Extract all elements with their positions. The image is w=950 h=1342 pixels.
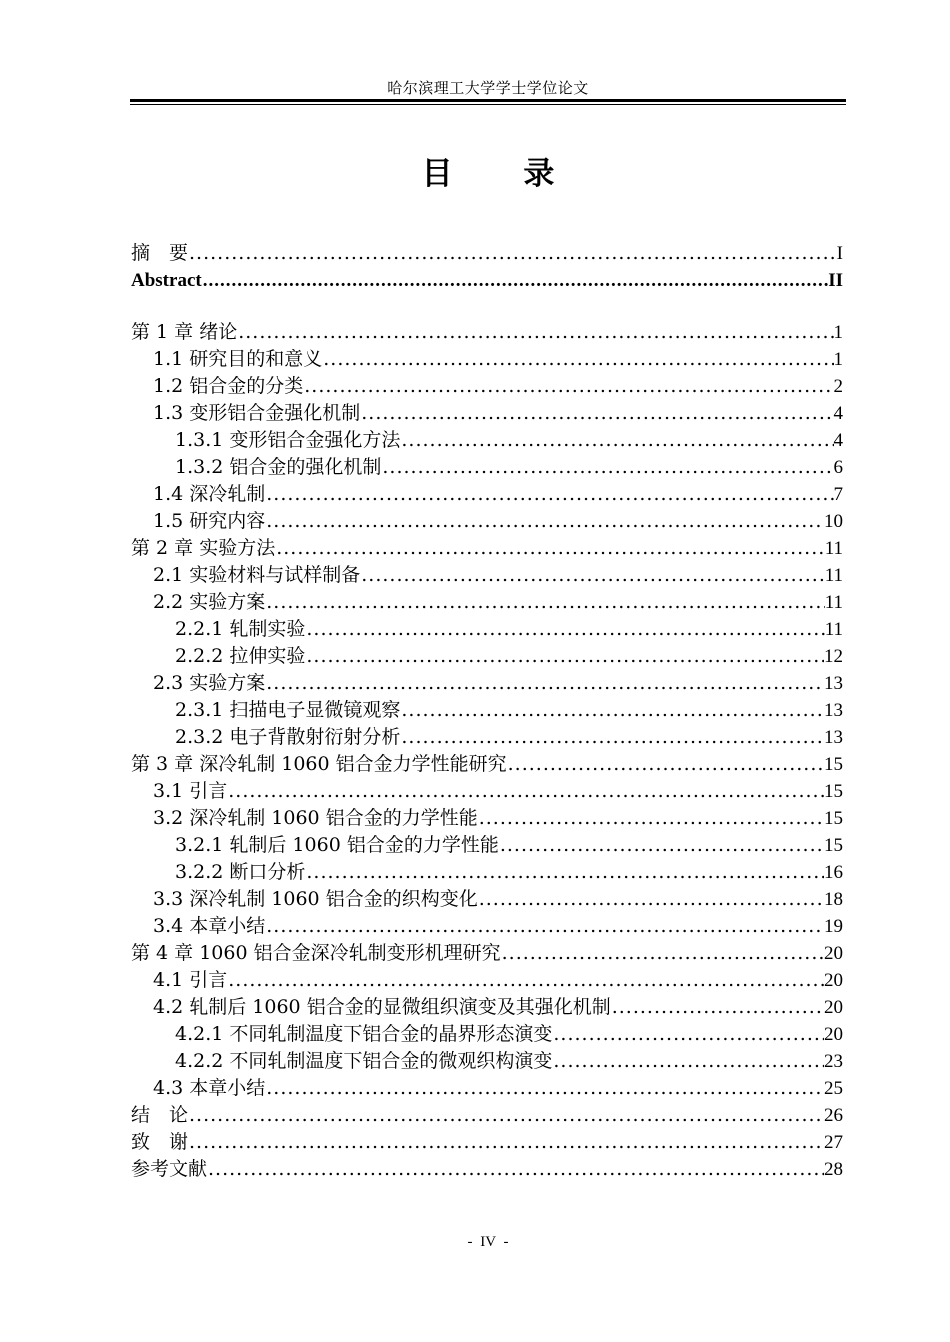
toc-entry[interactable]	[131, 967, 843, 994]
toc-entry[interactable]	[131, 481, 843, 508]
toc-entry-page: 2	[833, 376, 843, 397]
toc-leader-dots	[227, 778, 824, 805]
toc-leader-dots	[478, 805, 824, 832]
toc-entry-label: 4.3 本章小结	[153, 1077, 266, 1099]
toc-entry-page: 11	[824, 538, 843, 559]
toc-entry[interactable]	[131, 373, 843, 400]
toc-entry-label: 结 论	[131, 1104, 189, 1126]
toc-entry-label: 2.3.1 扫描电子显微镜观察	[175, 699, 401, 721]
toc-entry-page: 20	[824, 997, 843, 1018]
toc-entry[interactable]	[131, 508, 843, 535]
toc-entry-page: 11	[824, 619, 843, 640]
toc-spacer	[131, 294, 843, 319]
table-of-contents	[131, 240, 843, 1183]
toc-entry-page: 10	[824, 511, 843, 532]
toc-entry-label: 第 2 章 实验方法	[131, 537, 276, 559]
toc-leader-dots	[400, 697, 824, 724]
toc-leader-dots	[400, 724, 824, 751]
toc-entry[interactable]	[131, 1021, 843, 1048]
toc-entry-page: 20	[824, 1024, 843, 1045]
toc-entry[interactable]	[131, 400, 843, 427]
toc-entry-page: 4	[833, 430, 843, 451]
toc-entry[interactable]	[131, 240, 843, 267]
toc-entry[interactable]	[131, 643, 843, 670]
toc-entry-label: 3.3 深冷轧制 1060 铝合金的织构变化	[153, 888, 478, 910]
toc-leader-dots	[305, 859, 824, 886]
toc-entry[interactable]	[131, 1048, 843, 1075]
toc-entry[interactable]	[131, 751, 843, 778]
toc-entry[interactable]	[131, 1102, 843, 1129]
toc-entry-label: 4.2.2 不同轧制温度下铝合金的微观织构演变	[175, 1050, 553, 1072]
toc-entry-page: II	[828, 270, 843, 291]
toc-entry-label: 3.2.2 断口分析	[175, 861, 306, 883]
toc-leader-dots	[360, 400, 833, 427]
toc-entry-page: 15	[824, 808, 843, 829]
toc-entry-label: 2.2 实验方案	[153, 591, 266, 613]
toc-entry-page: 11	[824, 565, 843, 586]
toc-entry[interactable]	[131, 859, 843, 886]
toc-entry-label: 1.3.1 变形铝合金强化方法	[175, 429, 401, 451]
toc-leader-dots	[207, 1156, 824, 1183]
toc-leader-dots	[552, 1048, 824, 1075]
toc-leader-dots	[188, 1129, 824, 1156]
toc-entry-label: 4.1 引言	[153, 969, 228, 991]
toc-entry[interactable]	[131, 940, 843, 967]
toc-entry-page: 20	[824, 943, 843, 964]
toc-entry[interactable]	[131, 832, 843, 859]
toc-entry-page: 20	[824, 970, 843, 991]
toc-entry-label: 4.2.1 不同轧制温度下铝合金的晶界形态演变	[175, 1023, 553, 1045]
toc-leader-dots	[478, 886, 824, 913]
toc-entry-page: 1	[833, 349, 843, 370]
toc-entry-label: 2.2.2 拉伸实验	[175, 645, 306, 667]
toc-entry-page: 7	[833, 484, 843, 505]
toc-entry-page: 4	[833, 403, 843, 424]
toc-leader-dots	[275, 535, 824, 562]
toc-entry-page: 13	[824, 727, 843, 748]
toc-entry[interactable]	[131, 319, 843, 346]
toc-entry-page: 13	[824, 700, 843, 721]
toc-entry-page: 15	[824, 754, 843, 775]
toc-entry[interactable]	[131, 778, 843, 805]
toc-leader-dots	[611, 994, 824, 1021]
toc-entry-page: 16	[824, 862, 843, 883]
toc-leader-dots	[322, 346, 833, 373]
toc-entry-page: 27	[824, 1132, 843, 1153]
toc-entry[interactable]	[131, 562, 843, 589]
toc-entry-label: 4.2 轧制后 1060 铝合金的显微组织演变及其强化机制	[153, 996, 611, 1018]
toc-entry[interactable]	[131, 697, 843, 724]
toc-leader-dots	[400, 427, 833, 454]
toc-leader-dots	[265, 481, 833, 508]
toc-entry[interactable]	[131, 805, 843, 832]
toc-entry-page: 15	[824, 781, 843, 802]
toc-entry-page: 12	[824, 646, 843, 667]
toc-leader-dots	[265, 589, 824, 616]
toc-entry-page: 11	[824, 592, 843, 613]
toc-entry-page: 13	[824, 673, 843, 694]
toc-leader-dots	[381, 454, 833, 481]
toc-entry-page: 26	[824, 1105, 843, 1126]
toc-leader-dots	[303, 373, 833, 400]
toc-entry-label: 第 3 章 深冷轧制 1060 铝合金力学性能研究	[131, 753, 507, 775]
toc-entry-label: 2.3.2 电子背散射衍射分析	[175, 726, 401, 748]
toc-entry[interactable]	[131, 670, 843, 697]
toc-entry-label: 3.2.1 轧制后 1060 铝合金的力学性能	[175, 834, 499, 856]
header-rule-thick	[130, 99, 846, 102]
toc-entry-label: 1.4 深冷轧制	[153, 483, 266, 505]
toc-entry-label: 2.2.1 轧制实验	[175, 618, 306, 640]
toc-leader-dots	[507, 751, 824, 778]
toc-entry-page: 18	[824, 889, 843, 910]
toc-entry-page: 28	[824, 1159, 843, 1180]
toc-entry-page: 6	[833, 457, 843, 478]
toc-entry-label: 3.1 引言	[153, 780, 228, 802]
page-title: 目 录	[421, 156, 585, 192]
toc-entry[interactable]	[131, 346, 843, 373]
toc-entry-label: Abstract	[131, 270, 202, 291]
toc-leader-dots	[360, 562, 824, 589]
toc-entry-label: 参考文献	[131, 1158, 208, 1180]
toc-entry[interactable]	[131, 589, 843, 616]
toc-entry-label: 1.3 变形铝合金强化机制	[153, 402, 361, 424]
toc-entry-label: 2.1 实验材料与试样制备	[153, 564, 361, 586]
toc-entry[interactable]	[131, 535, 843, 562]
toc-entry-label: 1.1 研究目的和意义	[153, 348, 323, 370]
page-number: - IV -	[467, 1234, 509, 1250]
toc-entry-page: 19	[824, 916, 843, 937]
toc-entry-label: 1.2 铝合金的分类	[153, 375, 304, 397]
toc-leader-dots	[305, 643, 824, 670]
toc-entry[interactable]	[131, 427, 843, 454]
toc-entry-label: 致 谢	[131, 1131, 189, 1153]
toc-leader-dots	[265, 508, 824, 535]
toc-entry-label: 1.3.2 铝合金的强化机制	[175, 456, 382, 478]
running-header: 哈尔滨理工大学学士学位论文	[387, 79, 589, 97]
toc-leader-dots	[552, 1021, 824, 1048]
toc-entry[interactable]	[131, 913, 843, 940]
toc-leader-dots	[265, 913, 824, 940]
toc-leader-dots	[499, 832, 824, 859]
toc-leader-dots	[501, 940, 824, 967]
toc-entry[interactable]	[131, 994, 843, 1021]
toc-leader-dots	[188, 240, 837, 267]
toc-entry[interactable]	[131, 454, 843, 481]
toc-entry[interactable]	[131, 1156, 843, 1183]
toc-entry[interactable]	[131, 1075, 843, 1102]
toc-leader-dots	[265, 670, 824, 697]
toc-leader-dots	[188, 1102, 824, 1129]
toc-entry-page: 1	[833, 322, 843, 343]
toc-entry-page: 25	[824, 1078, 843, 1099]
toc-entry[interactable]	[131, 1129, 843, 1156]
toc-entry[interactable]	[131, 724, 843, 751]
toc-leader-dots	[227, 967, 824, 994]
toc-entry-label: 2.3 实验方案	[153, 672, 266, 694]
toc-leader-dots	[237, 319, 833, 346]
toc-entry-label: 3.2 深冷轧制 1060 铝合金的力学性能	[153, 807, 478, 829]
toc-entry[interactable]	[131, 267, 843, 294]
toc-entry-page: 15	[824, 835, 843, 856]
toc-entry-label: 3.4 本章小结	[153, 915, 266, 937]
header-rule-thin	[130, 104, 846, 105]
toc-leader-dots	[202, 267, 829, 294]
toc-entry-page: 23	[824, 1051, 843, 1072]
toc-entry-label: 第 4 章 1060 铝合金深冷轧制变形机理研究	[131, 942, 501, 964]
toc-leader-dots	[305, 616, 824, 643]
toc-leader-dots	[265, 1075, 824, 1102]
toc-entry-label: 1.5 研究内容	[153, 510, 266, 532]
toc-entry[interactable]	[131, 886, 843, 913]
toc-entry[interactable]	[131, 616, 843, 643]
toc-entry-page: I	[836, 243, 843, 264]
toc-entry-label: 第 1 章 绪论	[131, 321, 238, 343]
toc-entry-label: 摘 要	[131, 242, 189, 264]
